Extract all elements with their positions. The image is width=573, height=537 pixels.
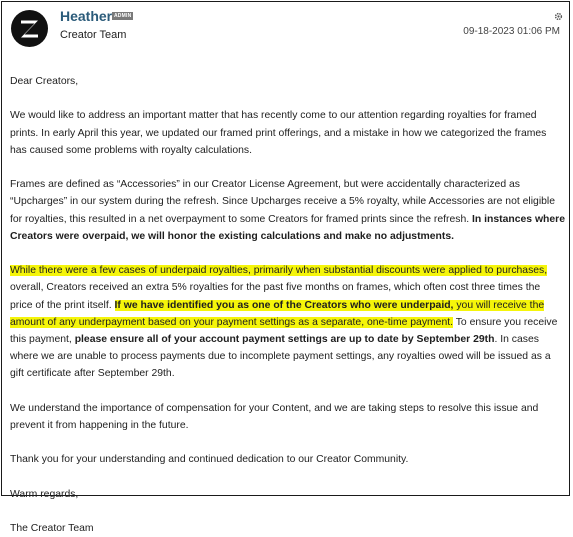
paragraph-2 xyxy=(10,176,565,245)
closing: Warm regards, xyxy=(10,488,79,500)
signature: The Creator Team xyxy=(10,523,94,535)
paragraph-4: We understand the importance of compensation for your Content, and we are taking steps to resolve this issue and prevent it from happening in the future. xyxy=(10,402,539,431)
highlight-bold-text: If we have identified you as one of the Creators who were underpaid, xyxy=(114,299,454,311)
paragraph-2-bold: In instances where Creators were overpaid, we will honor the existing calculations and make no adjustments. xyxy=(10,213,565,242)
paragraph-5: Thank you for your understanding and continued dedication to our Creator Community. xyxy=(10,454,409,466)
post-timestamp: 09-18-2023 01:06 PM xyxy=(463,26,560,37)
post-body xyxy=(10,73,565,537)
paragraph-3-text-a: overall, Creators received an extra 5% royalties for the past five months on frames, which often cost three times the price of the print itself. xyxy=(10,282,541,311)
paragraph-2-text: Frames are defined as “Accessories” in our Creator License Agreement, but were accidentally characterized as “Upcharges” in our system during the refresh. Since Upcharges receive a 5% royalty, while Accessories are not eligible for royalties, this resulted in a net overpayment to some Creators for framed prints since the refresh. xyxy=(10,179,555,225)
highlight-underpaid-cases: While there were a few cases of underpaid royalties, primarily when substantial discounts were applied to purchases, xyxy=(10,265,548,277)
author-name[interactable]: Heather xyxy=(60,8,113,24)
greeting: Dear Creators, xyxy=(10,76,79,87)
paragraph-3-text-c: . In cases where we are unable to process payments due to incomplete payment settings, any royalties owed will be issued as a gift certificate after September 29th. xyxy=(10,334,551,380)
highlight-payment-text: you will receive the amount of any underpayment based on your payment settings as a separate, one-time payment. xyxy=(10,299,545,328)
paragraph-3-text-b: To ensure you receive this payment, xyxy=(10,316,558,345)
author-team: Creator Team xyxy=(60,29,127,41)
gear-icon[interactable] xyxy=(554,8,563,17)
paragraph-3 xyxy=(10,262,565,382)
paragraph-3-bold: please ensure all of your account payment settings are up to date by September 29th xyxy=(74,334,495,345)
post-card xyxy=(1,1,570,535)
zazzle-z-logo-icon[interactable] xyxy=(11,10,48,47)
paragraph-1: We would like to address an important matter that has recently come to our attention regarding royalties for framed prints. In early April this year, we updated our framed print offerings, and a mistake in how we categorized the frames has caused some problems with royalty calculations. xyxy=(10,110,547,156)
admin-badge: ADMIN xyxy=(114,13,132,19)
